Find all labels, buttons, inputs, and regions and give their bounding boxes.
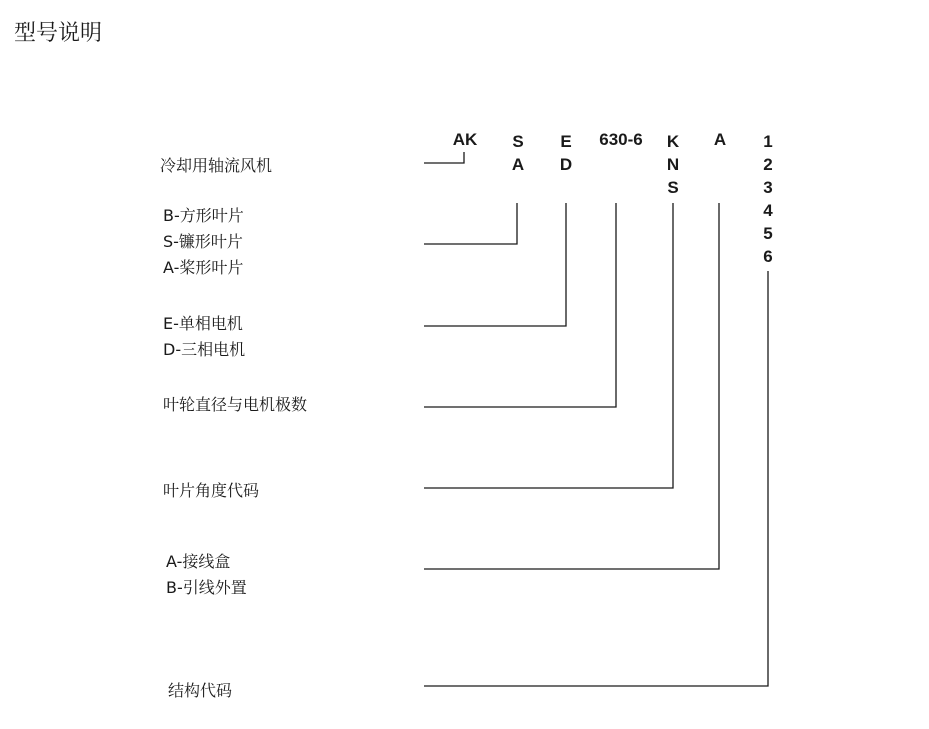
connector-fan: [424, 152, 464, 163]
code-angle-k: K: [666, 132, 680, 151]
code-blade-a: A: [511, 155, 525, 174]
code-motor-d: D: [559, 155, 573, 174]
connector-blade: [424, 203, 517, 244]
connector-size: [424, 203, 616, 407]
desc-fan: 冷却用轴流风机: [160, 156, 273, 175]
code-ak: AK: [452, 130, 478, 149]
code-wiring: A: [713, 130, 727, 149]
desc-motor-d: D-三相电机: [163, 340, 246, 359]
code-structure-6: 6: [763, 247, 773, 266]
desc-blade-a: A-桨形叶片: [163, 258, 244, 277]
code-motor-e: E: [560, 132, 572, 151]
code-structure-1: 1: [763, 132, 773, 151]
page-title: 型号说明: [14, 21, 103, 46]
desc-blade-b: B-方形叶片: [163, 206, 244, 225]
desc-wiring-b: B-引线外置: [166, 578, 247, 597]
code-size: 630-6: [599, 130, 643, 149]
desc-motor-e: E-单相电机: [163, 314, 243, 333]
desc-size: 叶轮直径与电机极数: [163, 395, 308, 414]
code-structure-2: 2: [763, 155, 773, 174]
code-blade-s: S: [512, 132, 524, 151]
code-angle-n: N: [666, 155, 680, 174]
code-angle-s: S: [667, 178, 679, 197]
desc-structure: 结构代码: [168, 681, 233, 700]
connector-motor: [424, 203, 566, 326]
connector-wiring: [424, 203, 719, 569]
code-structure-5: 5: [763, 224, 773, 243]
connector-angle: [424, 203, 673, 488]
code-structure-3: 3: [763, 178, 773, 197]
desc-wiring-a: A-接线盒: [166, 552, 231, 571]
code-structure-4: 4: [763, 201, 773, 220]
desc-blade-s: S-镰形叶片: [163, 232, 243, 251]
desc-angle: 叶片角度代码: [163, 481, 260, 500]
connector-structure: [424, 271, 768, 686]
